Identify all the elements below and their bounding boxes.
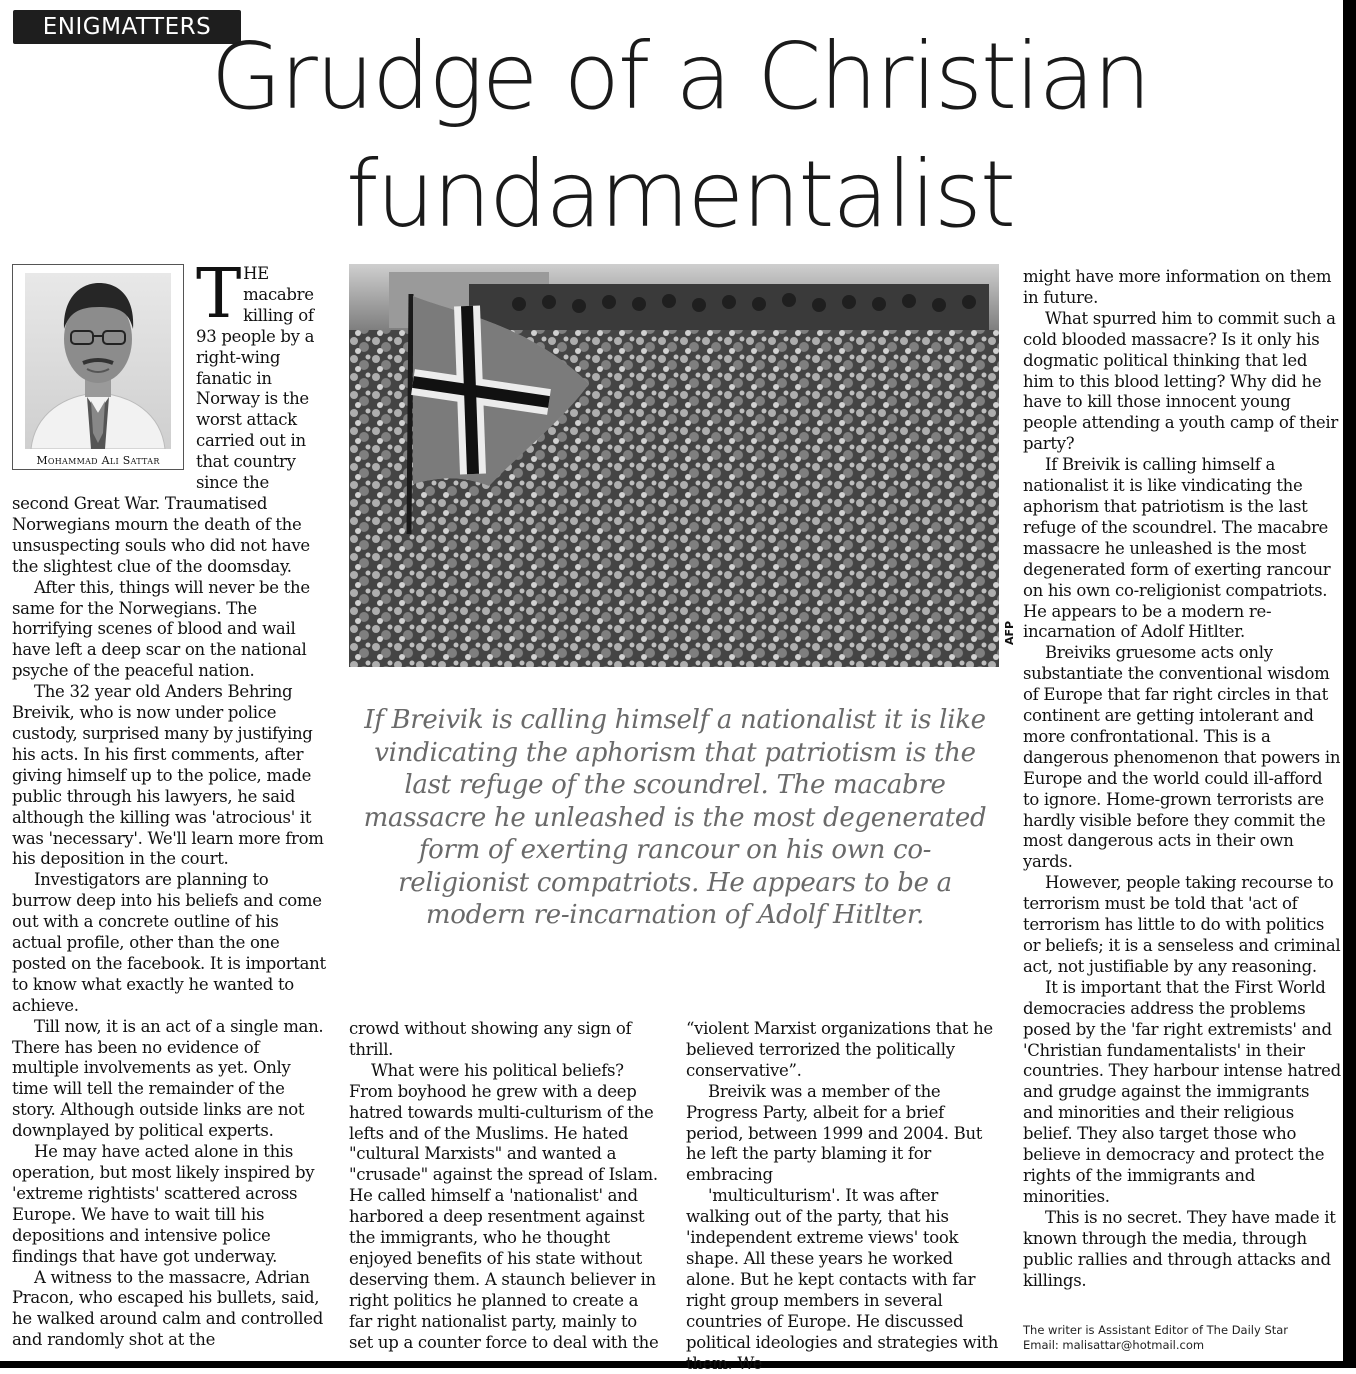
drop-cap: T (196, 255, 242, 334)
body-paragraph: 'multiculturism'. It was after walking out of the party, that his 'independent extreme views' took shape. All these years he worked alone. But he kept contacts with far right group members in several countries of Europe. He discussed political ideologies and strategies with them. We (686, 1186, 999, 1373)
body-paragraph: The 32 year old Anders Behring Breivik, who is now under police custody, surprised many by justifying his acts. In his first comments, after giving himself up to the police, made public through his lawyers, he said although the killing was 'atrocious' it was 'necessary'. We'll learn more from his deposition in the court. (12, 682, 324, 869)
body-paragraph: might have more information on them in future. (1023, 267, 1332, 307)
photo-credit: AFP (1003, 620, 1016, 645)
body-paragraph: crowd without showing any sign of thrill. (349, 1019, 632, 1059)
body-paragraph: After this, things will never be the same for the Norwegians. The horrifying scenes of blood and wail have left a deep scar on the national psyche of the peaceful nation. (12, 577, 310, 681)
body-paragraph: second Great War. Traumatised Norwegians mourn the death of the unsuspecting souls who did not have the slightest clue of the doomsday. (12, 494, 310, 576)
body-paragraph: However, people taking recourse to terrorism must be told that 'act of terrorism has little to do with politics or beliefs; it is a senseless and criminal act, not justifiable by any reasoning. (1023, 873, 1341, 976)
body-paragraph: What were his political beliefs? From boyhood he grew with a deep hatred towards multi-culturism of the lefts and of the Muslims. He hated "cultural Marxists" and wanted a "crusade" against the spread of Islam. He called himself a 'nationalist' and harbored a deep resentment against the immigrants, who he thought enjoyed benefits of his state without deserving them. A staunch believer in right politics he planned to create a far right nationalist party, mainly to set up a counter force to deal with the (349, 1060, 659, 1352)
body-paragraph: “violent Marxist organizations that he believed terrorized the politically conservative”. (686, 1019, 993, 1080)
column-1 (12, 494, 327, 1351)
headline: Grudge of a Christian fundamentalist (210, 23, 1150, 248)
body-paragraph: Breiviks gruesome acts only substantiate the conventional wisdom of Europe that far right circles in that continent are getting intolerant and more confrontational. This is a dangerous phenomenon that powers in Europe and the world could ill-afford to ignore. Home-grown terrorists are hardly visible before they commit the most dangerous acts in their own yards. (1023, 643, 1341, 872)
lead-paragraph (196, 255, 328, 494)
body-paragraph: If Breivik is calling himself a nationalist it is like vindicating the aphorism that patriotism is the last refuge of the scoundrel. The macabre massacre he unleashed is the most degenerated form of exerting rancour on his own co-religionist compatriots. He appears to be a modern re-incarnation of Adolf Hitlter. (1023, 455, 1331, 642)
lead-text: HE macabre killing of 93 people by a right-wing fanatic in Norway is the worst attack carried out in that country since the (196, 264, 315, 493)
column-4 (1023, 267, 1341, 1291)
portrait-illustration (25, 273, 171, 449)
page-edge-bottom (0, 1361, 1356, 1368)
section-kicker: ENIGMATTERS (13, 10, 241, 44)
page-edge-right (1343, 0, 1356, 1368)
author-byline: Mohammad Ali Sattar (36, 454, 160, 467)
body-paragraph: This is no secret. They have made it known through the media, through public rallies and through attacks and killings. (1023, 1207, 1336, 1290)
memorial-photo (349, 264, 999, 667)
author-box (12, 264, 184, 470)
author-email: Email: malisattar@hotmail.com (1023, 1338, 1205, 1352)
body-paragraph: What spurred him to commit such a cold blooded massacre? Is it only his dogmatic political thinking that led him to this blood letting? Why did he have to kill those innocent young people attending a youth camp of their party? (1023, 308, 1338, 454)
pull-quote: If Breivik is calling himself a nationalist it is like vindicating the aphorism that patriotism is the last refuge of the scoundrel. The macabre massacre he unleashed is the most degenerated form of exerting rancour on his own co-religionist compatriots. He appears to be a modern re-incarnation of Adolf Hitlter. (363, 705, 987, 930)
body-paragraph: Investigators are planning to burrow deep into his beliefs and come out with a concrete outline of his actual profile, other than the one posted on the facebook. It is important to know what exactly he wanted to achieve. (12, 870, 326, 1015)
body-paragraph: He may have acted alone in this operation, but most likely inspired by 'extreme rightists' scattered across Europe. We have to wait till his depositions and intensive police findings that have got underway. (12, 1142, 315, 1266)
body-paragraph: Breivik was a member of the Progress Party, albeit for a brief period, between 1999 and 2004. But he left the party blaming it for embracing (686, 1081, 983, 1185)
author-portrait (25, 273, 171, 449)
author-note: The writer is Assistant Editor of The Daily Star (1023, 1323, 1289, 1337)
column-2 (349, 1019, 664, 1354)
photo-illustration (349, 264, 999, 667)
body-paragraph: A witness to the massacre, Adrian Pracon, who escaped his bullets, said, he walked around calm and controlled and randomly shot at the (12, 1267, 324, 1350)
body-paragraph: Till now, it is an act of a single man. There has been no evidence of multiple involvements as yet. Only time will tell the remainder of the story. Although outside links are not downplayed by political experts. (12, 1016, 324, 1141)
column-3 (686, 1019, 1001, 1374)
author-footer (1023, 1323, 1341, 1353)
body-paragraph: It is important that the First World democracies address the problems posed by the 'far right extremists' and 'Christian fundamentalists' in their countries. They harbour intense hatred and grudge against the immigrants and minorities and their religious belief. They also target those who believe in democracy and protect the rights of the immigrants and minorities. (1023, 977, 1341, 1206)
